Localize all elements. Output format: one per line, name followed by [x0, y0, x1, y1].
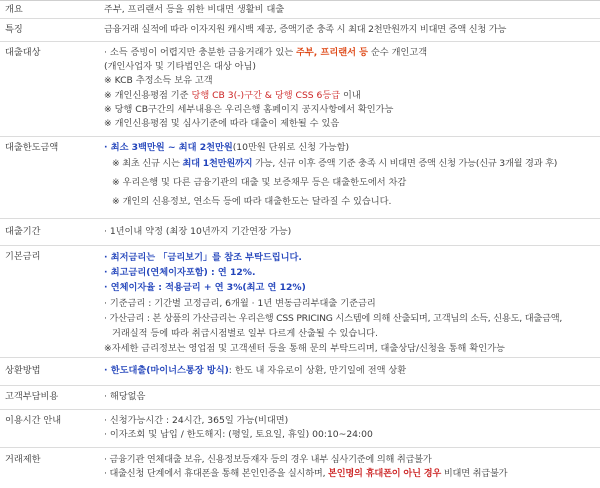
row-label: 개요 [5, 4, 23, 15]
row-label: 특징 [5, 24, 23, 35]
eligibility-line-6: ※ 개인신용평점 및 심사기준에 따라 대출이 제한될 수 있음 [104, 118, 340, 130]
row-base-rate [0, 246, 600, 358]
row-content [104, 453, 600, 488]
row-label: 대출한도금액 [5, 142, 59, 153]
row-label: 고객부담비용 [5, 391, 59, 402]
period-text: · 1년이내 약정 (최장 10년까지 기간연장 가능) [104, 226, 292, 237]
row-features [0, 19, 600, 42]
row-loan-limit [0, 137, 600, 219]
rate-line-note: ※자세한 금리정보는 영업점 및 고객센터 등을 통해 문의 부탁드리며, 대출상담/신청을 통해 확인가능 [104, 343, 505, 355]
features-text: 금융거래 실적에 따라 이자지원 캐시백 제공, 증액기준 충족 시 최대 2천만원까지 비대면 증액 신청 가능 [104, 24, 507, 35]
eligibility-line-3: ※ KCB 추정소득 보유 고객 [104, 75, 213, 87]
row-label: 대출기간 [5, 226, 41, 237]
row-content [104, 225, 600, 245]
eligibility-line-1: · 소득 증빙이 어렵지만 충분한 금융거래가 있는 주부, 프리랜서 등 순수 개인고객 [104, 47, 428, 58]
restriction-line-1: · 금융기관 연체대출 보유, 신용정보등재자 등의 경우 내부 심사기준에 의해 취급불가 [104, 454, 432, 465]
row-service-hours [0, 410, 600, 448]
highlight-target: 주부, 프리랜서 등 [296, 47, 369, 58]
highlight-phone-owner: 본인명의 휴대폰이 아닌 경우 [328, 468, 442, 480]
limit-line-3: ※ 우리은행 및 다른 금융기관의 대출 및 보증채무 등은 대출한도에서 차감 [112, 177, 407, 189]
row-restrictions [0, 448, 600, 488]
row-customer-cost [0, 386, 600, 410]
highlight-initial-max: 최대 1천만원까지 [182, 158, 253, 170]
row-content [104, 364, 600, 385]
row-content [104, 46, 600, 136]
row-repayment [0, 358, 600, 386]
row-content [104, 141, 600, 218]
row-overview [0, 1, 600, 19]
row-label: 거래제한 [5, 454, 41, 465]
limit-line-1: · 최소 3백만원 ~ 최대 2천만원(10만원 단위로 신청 가능함) [104, 142, 350, 153]
eligibility-line-5: ※ 당행 CB구간의 세부내용은 우리은행 홈페이지 공지사항에서 확인가능 [104, 103, 394, 115]
row-content [104, 23, 600, 41]
limit-line-4: ※ 개인의 신용정보, 연소득 등에 따라 대출한도는 달라질 수 있습니다. [112, 195, 392, 207]
rate-line-spread: · 가산금리 : 본 상품의 가산금리는 우리은행 CSS PRICING 시스템에 의해 산출되며, 고객님의 소득, 신용도, 대출금액, [104, 312, 563, 324]
rate-line-spread-cont: 거래실적 등에 따라 취급시점별로 일부 다르게 산출될 수 있습니다. [112, 328, 378, 340]
hours-line-2: · 이자조회 및 납입 / 한도해지: (평일, 토요일, 휴일) 00:10~24:00 [104, 429, 373, 441]
overview-text: 주부, 프리랜서 등을 위한 비대면 생활비 대출 [104, 4, 285, 15]
row-label: 상환방법 [5, 365, 41, 376]
highlight-repayment-type: · 한도대출(마이너스통장 방식) [104, 365, 229, 376]
row-label: 기본금리 [5, 251, 41, 262]
limit-line-2: ※ 최초 신규 시는 최대 1천만원까지 가능, 신규 이후 증액 기준 충족 시 비대면 증액 신청 가능(신규 3개월 경과 후) [112, 158, 558, 170]
highlight-credit-grade: 당행 CB 3(-)구간 & 당행 CSS 6등급 [191, 89, 341, 101]
highlight-limit-range: · 최소 3백만원 ~ 최대 2천만원 [104, 142, 233, 153]
row-label: 이용시간 안내 [5, 415, 62, 426]
eligibility-line-4: ※ 개인신용평점 기준 당행 CB 3(-)구간 & 당행 CSS 6등급 이내 [104, 89, 361, 101]
hours-line-1: · 신청가능시간 : 24시간, 365일 가능(비대면) [104, 415, 289, 426]
row-content [104, 3, 600, 18]
row-label: 대출대상 [5, 47, 41, 58]
row-loan-period [0, 219, 600, 246]
cost-text: · 해당없음 [104, 391, 146, 402]
rate-line-base: · 기준금리 : 기간별 고정금리, 6개월 · 1년 변동금리부대출 기준금리 [104, 297, 376, 309]
eligibility-line-2: (개인사업자 및 기타법인은 대상 아님) [104, 61, 256, 73]
rate-line-min: · 최저금리는 「금리보기」를 참조 부탁드립니다. [104, 252, 302, 263]
row-content [104, 414, 600, 447]
rate-line-max: · 최고금리(연체이자포함) : 연 12%. [104, 267, 256, 279]
row-eligibility [0, 42, 600, 137]
restriction-line-2: · 대출신청 단계에서 휴대폰을 통해 본인인증을 실시하며, 본인명의 휴대폰이 아닌 경우 비대면 취급불가 [104, 468, 508, 480]
row-content [104, 390, 600, 409]
rate-line-overdue: · 연체이자율 : 적용금리 + 연 3%(최고 연 12%) [104, 282, 306, 294]
row-content [104, 250, 600, 357]
repayment-text: · 한도대출(마이너스통장 방식): 한도 내 자유로이 상환, 만기일에 전액 상환 [104, 365, 407, 376]
